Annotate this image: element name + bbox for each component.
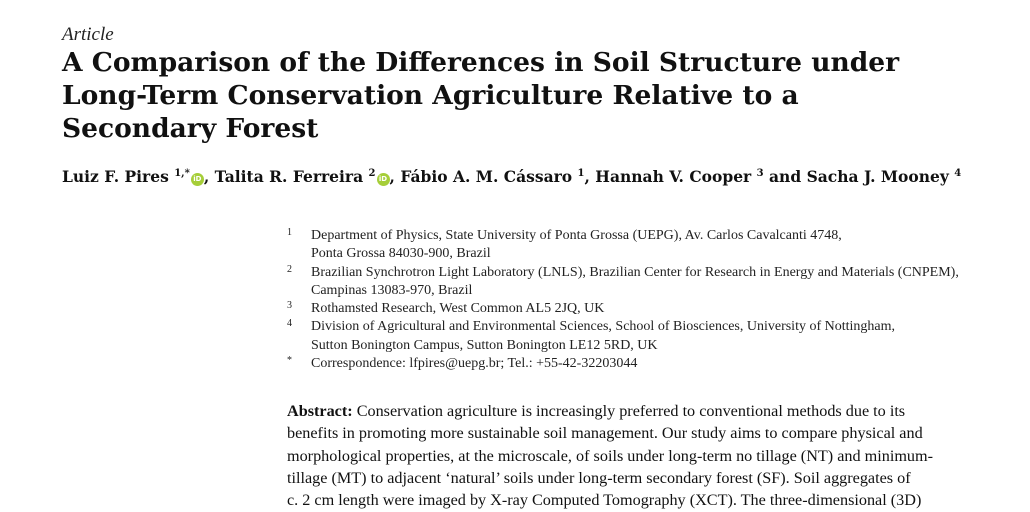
- affiliations-list: [287, 227, 1007, 373]
- orcid-icon[interactable]: iD: [191, 173, 204, 186]
- author-affiliation-mark: 1,*: [174, 168, 190, 179]
- affiliation-line: Ponta Grossa 84030-900, Brazil: [311, 246, 491, 262]
- title-line: Long-Term Conservation Agriculture Relative to a: [62, 80, 799, 111]
- author-affiliation-mark: 2: [368, 168, 376, 179]
- affiliation-item: [287, 300, 1007, 318]
- affiliation-line: Brazilian Synchrotron Light Laboratory (LNLS), Brazilian Center for Research in Energy and Materials (CNPEM),: [311, 264, 959, 280]
- affiliation-line: Rothamsted Research, West Common AL5 2JQ, UK: [311, 301, 605, 317]
- affiliation-mark: 3: [287, 300, 292, 312]
- abstract-line: morphological properties, at the microscale, of soils under long-term no tillage (NT) and minimum-: [287, 446, 933, 465]
- author-separator: ,: [389, 167, 401, 186]
- paper-title: [62, 46, 962, 145]
- abstract: [287, 400, 967, 511]
- orcid-icon[interactable]: iD: [377, 173, 390, 186]
- author-separator: ,: [584, 167, 596, 186]
- correspondence-item: [287, 355, 1007, 373]
- affiliation-item: [287, 227, 1007, 264]
- correspondence-mark: *: [287, 355, 292, 367]
- author-name: Fábio A. M. Cássaro: [400, 167, 573, 186]
- article-type-label: Article: [62, 24, 114, 45]
- affiliation-item: [287, 264, 1007, 301]
- author-separator: and: [763, 167, 807, 186]
- title-line: Secondary Forest: [62, 113, 319, 144]
- correspondence-line: Correspondence: lfpires@uepg.br; Tel.: +55-42-32203044: [311, 356, 638, 372]
- author-name: Luiz F. Pires: [62, 167, 169, 186]
- abstract-line: c. 2 cm length were imaged by X-ray Computed Tomography (XCT). The three-dimensional (3D): [287, 491, 922, 510]
- affiliation-item: [287, 318, 1007, 355]
- affiliation-mark: 2: [287, 263, 292, 275]
- author-affiliation-mark: 4: [954, 168, 962, 179]
- author-affiliation-mark: 3: [756, 168, 764, 179]
- abstract-line: [287, 400, 967, 422]
- abstract-line: benefits in promoting more sustainable soil management. Our study aims to compare physical and: [287, 424, 923, 443]
- author-name: Hannah V. Cooper: [595, 167, 752, 186]
- affiliation-line: Campinas 13083-970, Brazil: [311, 282, 473, 298]
- author-separator: ,: [203, 167, 215, 186]
- title-line: A Comparison of the Differences in Soil Structure under: [62, 47, 900, 78]
- author-name: Sacha J. Mooney: [806, 167, 949, 186]
- author-affiliation-mark: 1: [577, 168, 585, 179]
- abstract-line: tillage (MT) to adjacent ‘natural’ soils under long-term secondary forest (SF). Soil aggregates of: [287, 468, 911, 487]
- affiliation-line: Department of Physics, State University of Ponta Grossa (UEPG), Av. Carlos Cavalcanti 4748,: [311, 228, 842, 243]
- author-list: [62, 167, 961, 186]
- affiliation-line: Sutton Bonington Campus, Sutton Bonington LE12 5RD, UK: [311, 337, 658, 353]
- abstract-text: Conservation agriculture is increasingly preferred to conventional methods due to its: [356, 402, 906, 420]
- affiliation-mark: 4: [287, 318, 292, 330]
- author-name: Talita R. Ferreira: [214, 167, 364, 186]
- abstract-label: Abstract:: [287, 402, 353, 420]
- affiliation-line: Division of Agricultural and Environmental Sciences, School of Biosciences, University of Nottingham,: [311, 319, 896, 335]
- affiliation-mark: 1: [287, 227, 292, 238]
